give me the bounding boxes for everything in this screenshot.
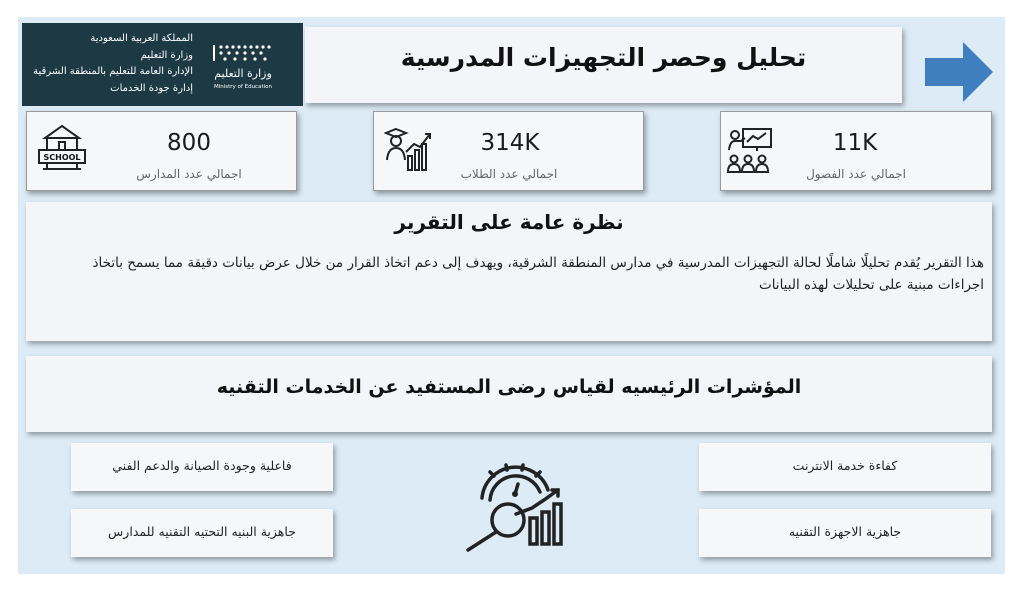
kpi-label-schools: اجمالي عدد المدارس: [136, 167, 242, 181]
logo-text-arabic: وزارة التعليم: [214, 67, 272, 80]
indicators-heading: المؤشرات الرئيسيه لقياس رضى المستفيد عن الخدمات التقنيه: [216, 376, 802, 398]
arrow-right-icon[interactable]: [925, 42, 993, 102]
page-title: تحليل وحصر التجهيزات المدرسية: [400, 43, 807, 72]
indicator-label: فاعلية وجودة الصيانة والدعم الفني: [112, 458, 292, 473]
org-line-department: إدارة جودة الخدمات: [110, 82, 193, 94]
indicator-maintenance-support[interactable]: [71, 443, 333, 491]
indicator-devices-readiness[interactable]: [699, 509, 991, 557]
kpi-card-students: [373, 111, 644, 191]
kpi-card-classrooms: [720, 111, 992, 191]
kpi-value-students: 314K: [480, 130, 540, 156]
report-overview: [26, 202, 992, 341]
ministry-logo: [207, 41, 297, 101]
indicators-heading-box: [26, 356, 992, 432]
kpi-label-classrooms: اجمالي عدد الفصول: [806, 167, 906, 181]
school-icon: [35, 124, 89, 174]
org-line-directorate: الإدارة العامة للتعليم بالمنطقة الشرقية: [33, 66, 193, 77]
gauge-analytics-icon: [460, 460, 568, 556]
kpi-value-schools: 800: [167, 130, 211, 156]
org-line-ministry: وزارة التعليم: [140, 49, 193, 61]
logo-text-english: Ministry of Education: [213, 84, 273, 90]
indicator-label: جاهزية البنيه التحتيه التقنيه للمدارس: [108, 524, 296, 539]
organization-header: [22, 23, 303, 106]
indicator-label: جاهزية الاجهزة التقنيه: [788, 524, 902, 539]
organization-lines: [23, 31, 193, 97]
kpi-value-classrooms: 11K: [832, 130, 878, 156]
kpi-label-students: اجمالي عدد الطلاب: [460, 167, 558, 181]
kpi-card-schools: [26, 111, 297, 191]
indicator-label: كفاءة خدمة الانترنت: [792, 458, 898, 473]
overview-title: نظرة عامة على التقرير: [394, 210, 624, 234]
graduate-chart-icon: [384, 126, 434, 176]
overview-text: هذا التقرير يُقدم تحليلًا شاملًا لحالة التجهيزات المدرسية في مدارس المنطقة الشرقية، ويهدف إلى دعم اتخاذ القرار من خلال عرض بيانات دقيقة مما يسمح باتخاذ اجراءات مبنية على تحليلات لهذه البيانات: [92, 255, 984, 293]
indicator-infrastructure-readiness[interactable]: [71, 509, 333, 557]
school-sign-text: SCHOOL: [43, 153, 81, 162]
classroom-icon: [727, 126, 777, 176]
title-banner: [305, 27, 902, 103]
indicator-internet-efficiency[interactable]: [699, 443, 991, 491]
org-line-country: المملكة العربية السعودية: [90, 33, 193, 44]
